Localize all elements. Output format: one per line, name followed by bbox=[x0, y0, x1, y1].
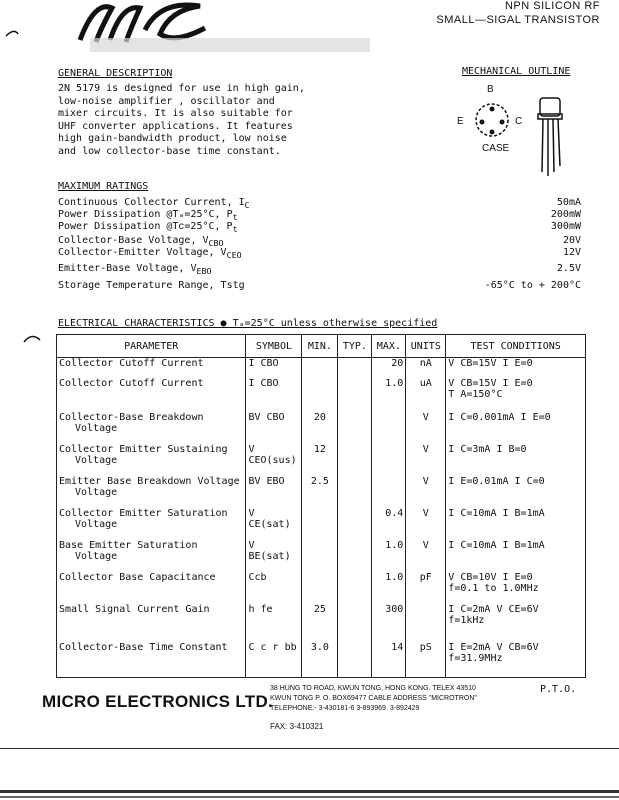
min-cell: 3.0 bbox=[302, 642, 338, 678]
test-conditions-cell: I C=0.001mA I E=0 bbox=[446, 412, 586, 444]
table-row bbox=[57, 642, 586, 678]
address-line: 38 HUNG TO ROAD, KWUN TONG, HONG KONG. TELEX 43510 bbox=[270, 685, 476, 692]
table-header-row bbox=[57, 335, 586, 358]
rating-value: 300mW bbox=[550, 221, 581, 232]
rating-value: -65°C to + 200°C bbox=[484, 280, 581, 291]
table-row bbox=[57, 604, 586, 642]
description-line: and low collector-base time constant. bbox=[58, 145, 281, 157]
company-address bbox=[270, 684, 477, 714]
symbol-cell: I CBO bbox=[246, 358, 302, 378]
parameter-cell: Collector Cutoff Currеnt bbox=[57, 378, 246, 412]
max-cell: 14 bbox=[372, 642, 406, 678]
column-header: TEST CONDITIONS bbox=[446, 335, 586, 358]
logo-strokes bbox=[80, 5, 205, 42]
typ-cell bbox=[338, 508, 372, 540]
column-header: TYP. bbox=[338, 335, 372, 358]
parameter-cell: Collector Base Capacitance bbox=[57, 572, 246, 604]
rating-value: 2.5V bbox=[556, 263, 581, 274]
typ-cell bbox=[338, 540, 372, 572]
typ-cell bbox=[338, 358, 372, 378]
pin-e-label: E bbox=[457, 116, 464, 127]
units-cell: pF bbox=[406, 572, 446, 604]
column-header: MIN. bbox=[302, 335, 338, 358]
rating-value: 200mW bbox=[550, 209, 581, 220]
description-line: low-noise amplifier , oscillator and bbox=[58, 95, 275, 107]
parameter-cell: Collector Emitter Saturation Voltage bbox=[57, 508, 246, 540]
general-description-body bbox=[58, 83, 358, 158]
description-line: high gain-bandwidth product, low noise bbox=[58, 133, 287, 144]
symbol-cell: V CEO(sus) bbox=[246, 444, 302, 476]
doc-title-line2: SMALL—SIGAL TRANSISTOR bbox=[436, 14, 600, 26]
table-row bbox=[57, 358, 586, 378]
rating-label: Power Dissipation @Tᴄ=25°C, $P_t$ bbox=[58, 221, 238, 234]
rating-label: Collector-Emitter Voltage, $V_{CEO}$ bbox=[58, 247, 242, 260]
parameter-cell: Collector Cutoff Current bbox=[57, 358, 246, 378]
max-cell: 1.0 bbox=[372, 572, 406, 604]
description-line: mixer circuits. It is also suitable for bbox=[58, 108, 293, 119]
rating-label: Emitter-Base Voltage, $V_{EBO}$ bbox=[58, 263, 212, 276]
corner-mark bbox=[6, 31, 18, 36]
units-cell: nA bbox=[406, 358, 446, 378]
test-conditions-cell: I C=10mA I B=1mA bbox=[446, 540, 586, 572]
units-cell: pS bbox=[406, 642, 446, 678]
table-row bbox=[57, 444, 586, 476]
typ-cell bbox=[338, 572, 372, 604]
bottom-rule bbox=[0, 796, 619, 798]
table-row bbox=[57, 476, 586, 508]
company-name: MICRO ELECTRONICS LTD. bbox=[42, 692, 274, 711]
rating-label: Storage Temperature Range, Tstg bbox=[58, 280, 245, 291]
test-conditions-cell: I C=3mA I B=0 bbox=[446, 444, 586, 476]
test-conditions-cell: V CB=15V I E=0 T A=150°C bbox=[446, 378, 586, 412]
symbol-cell: Ccb bbox=[246, 572, 302, 604]
symbol-cell: I CBO bbox=[246, 378, 302, 412]
units-cell: V bbox=[406, 412, 446, 444]
units-cell: V bbox=[406, 444, 446, 476]
typ-cell bbox=[338, 642, 372, 678]
min-cell bbox=[302, 378, 338, 412]
column-header: MAX. bbox=[372, 335, 406, 358]
description-line: 2N 5179 is designed for use in high gain, bbox=[58, 83, 305, 94]
max-cell: 20 bbox=[372, 358, 406, 378]
min-cell bbox=[302, 572, 338, 604]
rating-value: 50mA bbox=[556, 197, 581, 208]
max-cell bbox=[372, 476, 406, 508]
column-header: PARAMETER bbox=[57, 335, 246, 358]
rating-label: Continuous Collector Current, $I_C$ bbox=[58, 197, 250, 210]
max-cell: 1.0 bbox=[372, 378, 406, 412]
max-cell: 1.0 bbox=[372, 540, 406, 572]
symbol-cell: C c r bb bbox=[246, 642, 302, 678]
maximum-ratings-heading: MAXIMUM RATINGS bbox=[58, 181, 149, 192]
mechanical-outline-heading: MECHANICAL OUTLINE bbox=[462, 66, 571, 77]
typ-cell bbox=[338, 444, 372, 476]
parameter-cell: Collector-Base Time Constant bbox=[57, 642, 246, 678]
test-conditions-cell: V CB=15V I E=0 bbox=[446, 358, 586, 378]
case-label: CASE bbox=[482, 143, 510, 154]
parameter-cell: Base Emitter Saturation Voltage bbox=[57, 540, 246, 572]
address-line: TELEPHONE:- 3-430181-6 3-893969. 3-892429 bbox=[270, 705, 420, 712]
column-header: UNITS bbox=[406, 335, 446, 358]
test-conditions-cell: I E=2mA V CB=6V f=31.9MHz bbox=[446, 642, 586, 678]
symbol-cell: BV CBO bbox=[246, 412, 302, 444]
bottom-rule bbox=[0, 790, 619, 793]
description-line: UHF converter applications. It features bbox=[58, 120, 293, 132]
test-conditions-cell: I C=2mA V CE=6V f=1kHz bbox=[446, 604, 586, 642]
min-cell bbox=[302, 508, 338, 540]
column-header: SYMBOL bbox=[246, 335, 302, 358]
pin-b-dot bbox=[490, 107, 495, 112]
units-cell: uA bbox=[406, 378, 446, 412]
margin-mark-icon bbox=[22, 330, 46, 350]
doc-title-line1: NPN SILICON RF bbox=[504, 0, 600, 12]
rating-label: Collector-Base Voltage, $V_{CBO}$ bbox=[58, 235, 224, 248]
divider bbox=[0, 748, 619, 749]
min-cell: 20 bbox=[302, 412, 338, 444]
test-conditions-cell: V CB=10V I E=0 f=0.1 to 1.0MHz bbox=[446, 572, 586, 604]
units-cell: V bbox=[406, 476, 446, 508]
pin-b-label: B bbox=[487, 84, 494, 95]
units-cell bbox=[406, 604, 446, 642]
min-cell: 25 bbox=[302, 604, 338, 642]
typ-cell bbox=[338, 412, 372, 444]
max-cell: 0.4 bbox=[372, 508, 406, 540]
general-description-heading: GENERAL DESCRIPTION bbox=[58, 68, 173, 79]
max-cell bbox=[372, 412, 406, 444]
max-cell bbox=[372, 444, 406, 476]
address-line: KWUN TONG P. O. BOX69477 CABLE ADDRESS "MICROTRON" bbox=[270, 695, 477, 702]
symbol-cell: BV EBO bbox=[246, 476, 302, 508]
test-conditions-cell: I E=0.01mA I C=0 bbox=[446, 476, 586, 508]
transistor-outline-drawing bbox=[462, 92, 582, 182]
symbol-cell: V BE(sat) bbox=[246, 540, 302, 572]
test-conditions-cell: I C=10mA I B=1mA bbox=[446, 508, 586, 540]
typ-cell bbox=[338, 378, 372, 412]
rating-label: Power Dissipation @Tₐ=25°C, $P_t$ bbox=[58, 209, 238, 222]
table-row bbox=[57, 508, 586, 540]
min-cell: 2.5 bbox=[302, 476, 338, 508]
fax-number: FAX: 3-410321 bbox=[270, 722, 324, 731]
pin-c-label: C bbox=[515, 116, 523, 127]
pin-c-dot bbox=[500, 120, 505, 125]
pin-e-dot bbox=[480, 120, 485, 125]
electrical-characteristics-table bbox=[56, 334, 586, 678]
electrical-characteristics-heading: ELECTRICAL CHARACTERISTICS ● Tₐ=25°C unless otherwise specified bbox=[58, 318, 438, 329]
rating-value: 12V bbox=[562, 247, 581, 258]
to72-package-icon bbox=[538, 98, 562, 176]
rating-value: 20V bbox=[562, 235, 581, 246]
page-turn-note: P.T.O. bbox=[540, 684, 577, 695]
case-pin-dot bbox=[490, 130, 495, 135]
symbol-cell: h fe bbox=[246, 604, 302, 642]
table-row bbox=[57, 378, 586, 412]
table-row bbox=[57, 412, 586, 444]
parameter-cell: Small Signal Current Gain bbox=[57, 604, 246, 642]
parameter-cell: Collector-Base Breakdown Voltage bbox=[57, 412, 246, 444]
min-cell bbox=[302, 540, 338, 572]
parameter-cell: Collector Emitter Sustaining Voltage bbox=[57, 444, 246, 476]
units-cell: V bbox=[406, 540, 446, 572]
min-cell bbox=[302, 358, 338, 378]
units-cell: V bbox=[406, 508, 446, 540]
table-row bbox=[57, 540, 586, 572]
typ-cell bbox=[338, 476, 372, 508]
header-gray-band bbox=[90, 38, 370, 52]
table-row bbox=[57, 572, 586, 604]
symbol-cell: V CE(sat) bbox=[246, 508, 302, 540]
typ-cell bbox=[338, 604, 372, 642]
min-cell: 12 bbox=[302, 444, 338, 476]
parameter-cell: Emitter Base Breakdown Voltage Voltage bbox=[57, 476, 246, 508]
max-cell: 300 bbox=[372, 604, 406, 642]
